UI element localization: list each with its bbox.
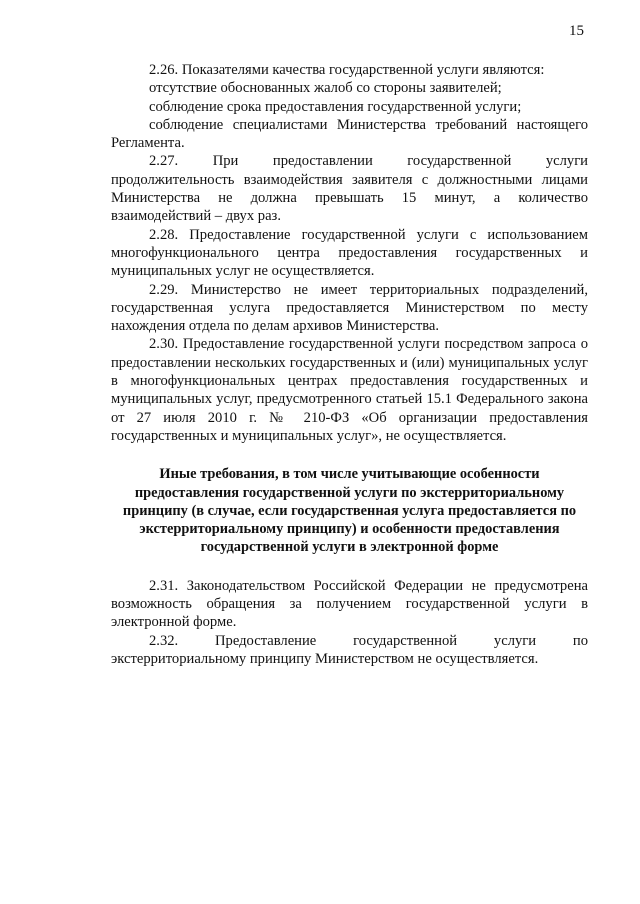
paragraph-2-29: 2.29. Министерство не имеет территориальных подразделений, государственная услуга предоставляется Министерством по месту нахождения отдела по делам архивов Министерства.	[111, 281, 588, 335]
paragraph-2-27: 2.27. При предоставлении государственной услуги продолжительность взаимодействия заявителя с должностными лицами Министерства не должна превышать 15 минут, а количество взаимодействий – двух раз.	[111, 153, 588, 225]
page-number: 15	[569, 23, 584, 39]
paragraph-2-30: 2.30. Предоставление государственной услуги посредством запроса о предоставлении нескольких государственных и (или) муниципальных услуг в многофункциональных центрах предоставления государственных и муниципальных услуг, предусмотренного статьей 15.1 Федерального закона от 27 июля 2010 г. № 210-ФЗ «Об организации предоставления государственных и муниципальных услуг», не осуществляется.	[111, 336, 588, 444]
paragraph-2-26-item-3: соблюдение специалистами Министерства требований настоящего Регламента.	[111, 116, 588, 152]
paragraph-2-26-item-2: соблюдение срока предоставления государственной услуги;	[149, 98, 522, 115]
paragraph-2-26: 2.26. Показателями качества государственной услуги являются:	[149, 62, 545, 78]
spacer	[111, 445, 588, 465]
spacer	[111, 557, 588, 577]
section-heading: Иные требования, в том числе учитывающие особенности предоставления государственной услуги по экстерриториальному принципу (в случае, если государственная услуга предоставляется по экстерриториальному принципу) и особенности предоставления государственной услуги в электронной форме	[122, 466, 577, 556]
paragraph-2-32: 2.32. Предоставление государственной услуги по экстерриториальному принципу Министерством не осуществляется.	[111, 632, 588, 667]
paragraph-2-26-item-1: отсутствие обоснованных жалоб со стороны заявителей;	[149, 80, 502, 97]
paragraph-2-28: 2.28. Предоставление государственной услуги с использованием многофункционального центра предоставления государственных и муниципальных услуг не осуществляется.	[111, 226, 588, 280]
paragraph-2-31: 2.31. Законодательством Российской Федерации не предусмотрена возможность обращения за получением государственной услуги в электронной форме.	[111, 577, 588, 631]
document-body	[111, 61, 588, 668]
